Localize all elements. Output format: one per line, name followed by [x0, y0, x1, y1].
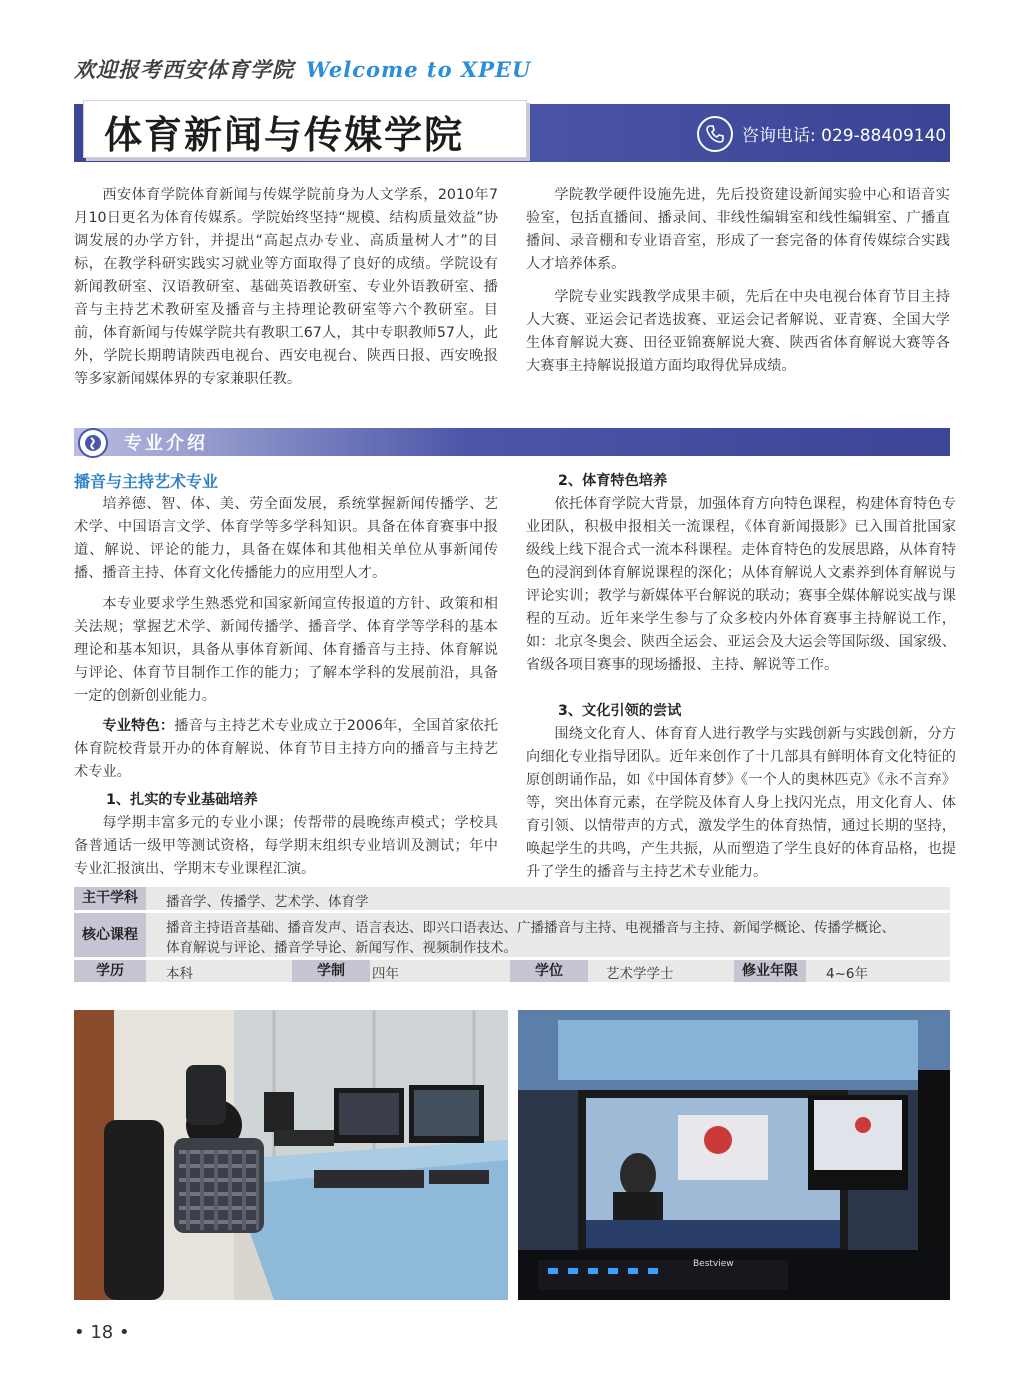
- degree-level-value: 本科: [166, 966, 193, 982]
- welcome-cn: 欢迎报考西安体育学院: [74, 58, 294, 82]
- major-p2: 本专业要求学生熟悉党和国家新闻宣传报道的方针、政策和相关法规；掌握艺术学、新闻传播学、播音学、体育学等学科的基本理论和基本知识，具备从事体育新闻、体育播音与主持、体育解说与评论、体育节目制作工作的能力；了解本学科的发展前沿，具备一定的创新创业能力。: [74, 596, 498, 704]
- main-subject-label: 主干学科: [74, 887, 146, 910]
- phone-number: 咨询电话: 029-88409140: [742, 126, 947, 146]
- welcome-en: Welcome to XPEU: [306, 57, 532, 82]
- section-title: 专业介绍: [124, 433, 208, 454]
- intro-left: 西安体育学院体育新闻与传媒学院前身为人文学系，2010年7月10日更名为体育传媒系。学院始终坚持“规模、结构质量效益”协调发展的办学方针，并提出“高起点办专业、高质量树人才”的目标，在教学科研实践实习就业等方面取得了良好的成绩。学院设有新闻教研室、汉语教研室、基础英语教研室、专业外语教研室、播音与主持艺术教研室及播音与主持理论教研室等六个教研室。目前，体育新闻与传媒学院共有教职工67人，其中专职教师57人，此外，学院长期聘请陕西电视台、西安电视台、陕西日报、西安晚报等多家新闻媒体界的专家兼职任教。: [74, 187, 498, 387]
- degree-label: 学位: [510, 960, 588, 982]
- core-courses-line2: 体育解说与评论、播音学导论、新闻写作、视频制作技术。: [166, 940, 517, 956]
- degree-value: 艺术学学士: [606, 966, 674, 982]
- intro-right-2: 学院专业实践教学成果丰硕，先后在中央电视台体育节目主持人大赛、亚运会记者选拔赛、亚运会记者解说、亚青赛、全国大学生体育解说大赛、田径亚锦赛解说大赛、陕西省体育解说大赛等各大赛事主持解说报道方面均取得优异成绩。: [526, 289, 950, 374]
- feature-text: 播音与主持艺术专业成立于2006年，全国首家依托体育院校背景开办的体育解说、体育节目主持方向的播音与主持艺术专业。: [74, 718, 498, 780]
- phone-icon: [697, 116, 733, 152]
- degree-level-label: 学历: [74, 960, 146, 982]
- row-main-subject: [74, 887, 950, 910]
- major-p4: 每学期丰富多元的专业小课；传帮带的晨晚练声模式；学校具备普通话一级甲等测试资格，每学期末组织专业培训及测试；年中专业汇报演出、学期末专业课程汇演。: [74, 815, 498, 877]
- photo-studio: [518, 1010, 950, 1300]
- core-courses-line1: 播音主持语音基础、播音发声、语言表达、即兴口语表达、广播播音与主持、电视播音与主持、新闻学概论、传播学概论、: [166, 920, 895, 936]
- feature-label: 专业特色：: [102, 718, 175, 734]
- main-subject-value: 播音学、传播学、艺术学、体育学: [166, 894, 369, 910]
- feature-p2: 围绕文化育人、体育育人进行教学与实践创新与实践创新，分方向细化专业指导团队。近年来创作了十几部具有鲜明体育文化特征的原创朗诵作品，如《中国体育梦》《一个人的奥林匹克》《永不言弃》等，突出体育元素，在学院及体育人身上找闪光点，用文化育人、体育引领、以情带声的方式，激发学生的体育热情，通过长期的坚持，唤起学生的共鸣，产生共振，从而塑造了学生良好的体育品格，也提升了学生的播音与主持艺术专业能力。: [526, 726, 956, 880]
- header-welcome: [74, 54, 531, 84]
- heading-3: 3、文化引领的尝试: [558, 703, 682, 719]
- major-p1: 培养德、智、体、美、劳全面发展，系统掌握新闻传播学、艺术学、中国语言文学、体育学等多学科知识。具备在体育赛事中报道、解说、评论的能力，具备在媒体和其他相关单位从事新闻传播、播音主持、体育文化传播能力的应用型人才。: [74, 496, 498, 581]
- feature-p1: 依托体育学院大背景，加强体育方向特色课程，构建体育特色专业团队，积极申报相关一流课程，《体育新闻摄影》已入围首批国家级线上线下混合式一流本科课程。走体育特色的发展思路，从体育特色的浸润到体育解说课程的深化；从体育解说人文素养到体育解说与评论实训；教学与新媒体平台解说的联动；赛事全媒体解说实战与课程的互动。近年来学生参与了众多校内外体育赛事主持解说工作，如：北京冬奥会、陕西全运会、亚运会及大运会等国际级、国家级、省级各项目赛事的现场播报、主持、解说等工作。: [526, 496, 956, 673]
- major-p3: [74, 715, 498, 784]
- study-years-label: 修业年限: [734, 960, 806, 982]
- duration-label: 学制: [292, 960, 370, 982]
- duration-value: 四年: [372, 966, 399, 982]
- page-number: • 18 •: [74, 1322, 130, 1343]
- study-years-value: 4~6年: [826, 966, 868, 982]
- row-degree: [74, 960, 950, 982]
- row-core-courses: [74, 913, 950, 957]
- intro-right-1: 学院教学硬件设施先进，先后投资建设新闻实验中心和语音实验室，包括直播间、播录间、非线性编辑室和线性编辑室、广播直播间、录音棚和专业语音室，形成了一套完备的体育传媒综合实践人才培养体系。: [526, 187, 950, 272]
- page-title: 体育新闻与传媒学院: [104, 113, 465, 157]
- heading-1: 1、扎实的专业基础培养: [106, 792, 258, 808]
- major-name: 播音与主持艺术专业: [74, 472, 219, 491]
- core-courses-label: 核心课程: [74, 913, 146, 957]
- monitor-brand: Bestview: [693, 1259, 734, 1269]
- section-icon: [78, 428, 108, 458]
- photo-editing-room: [74, 1010, 508, 1300]
- heading-2: 2、体育特色培养: [558, 473, 668, 489]
